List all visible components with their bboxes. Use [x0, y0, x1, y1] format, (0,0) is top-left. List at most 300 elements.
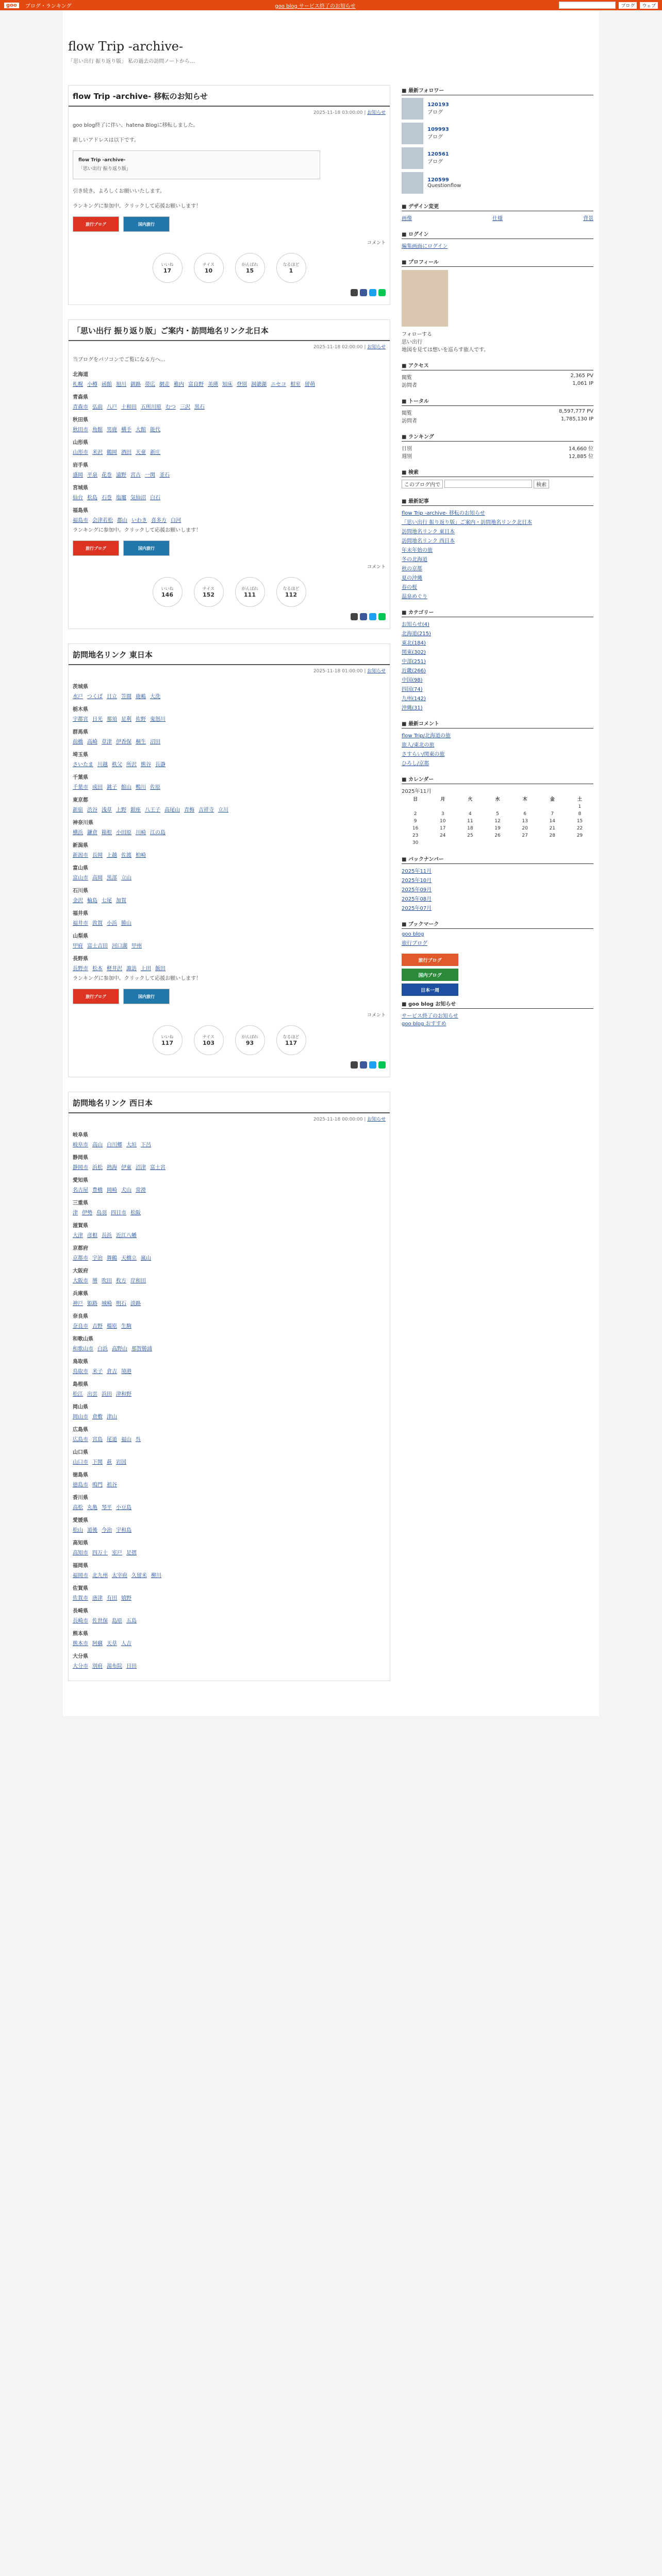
facebook-share-icon[interactable]: [360, 289, 367, 296]
place-link[interactable]: 日光: [92, 717, 103, 723]
place-link[interactable]: 高野山: [112, 1346, 127, 1352]
place-link[interactable]: 那須: [107, 717, 117, 723]
place-link[interactable]: 白石: [150, 495, 160, 501]
place-link[interactable]: 宇治: [92, 1256, 103, 1262]
comment-link[interactable]: コメント: [367, 565, 386, 570]
place-link[interactable]: 生駒: [121, 1324, 131, 1330]
place-link[interactable]: 倉吉: [107, 1369, 117, 1375]
reaction-button[interactable]: [153, 1025, 183, 1055]
goo-logo[interactable]: goo: [4, 3, 19, 8]
place-link[interactable]: 道後: [87, 1528, 97, 1534]
place-link[interactable]: 佐原: [150, 785, 160, 791]
place-link[interactable]: 網走: [159, 382, 170, 388]
place-link[interactable]: 松江: [73, 1392, 83, 1398]
reaction-button[interactable]: [276, 1025, 306, 1055]
place-link[interactable]: 敦賀: [92, 921, 103, 927]
place-link[interactable]: 岸和田: [130, 1278, 146, 1284]
place-link[interactable]: 七尾: [102, 898, 112, 904]
place-link[interactable]: 渋谷: [87, 807, 97, 814]
archive-link[interactable]: 2025年11月: [402, 869, 432, 874]
place-link[interactable]: 岡山市: [73, 1414, 88, 1420]
blog-card-embed[interactable]: [73, 150, 320, 179]
place-link[interactable]: 十和田: [121, 404, 137, 411]
ranking-banner-domestic[interactable]: 国内旅行: [123, 540, 170, 556]
side-ranking-banner[interactable]: 日本一周: [402, 984, 458, 996]
place-link[interactable]: 吹田: [102, 1278, 112, 1284]
place-link[interactable]: 川越: [97, 762, 108, 768]
place-link[interactable]: 常滑: [136, 1188, 146, 1194]
place-link[interactable]: 境港: [121, 1369, 131, 1375]
place-link[interactable]: 美瑛: [208, 382, 218, 388]
place-link[interactable]: 知床: [222, 382, 233, 388]
place-link[interactable]: 洞爺湖: [251, 382, 267, 388]
ranking-banner-travel[interactable]: 旅行ブログ: [73, 216, 119, 232]
place-link[interactable]: 白川郷: [107, 1142, 122, 1148]
search-scope-select[interactable]: このブログ内で: [402, 480, 443, 488]
category-link[interactable]: 九州(142): [402, 696, 426, 702]
place-link[interactable]: 足摺: [126, 1550, 137, 1556]
recent-link[interactable]: 春の桜: [402, 585, 417, 590]
place-link[interactable]: 柏崎: [136, 853, 146, 859]
place-link[interactable]: 釜石: [159, 472, 170, 479]
place-link[interactable]: 広島市: [73, 1437, 88, 1443]
place-link[interactable]: 沼津: [136, 1165, 146, 1171]
calendar-day[interactable]: 27: [522, 833, 528, 838]
place-link[interactable]: 館山: [121, 785, 131, 791]
reaction-button[interactable]: [194, 577, 224, 607]
place-link[interactable]: 枚方: [116, 1278, 126, 1284]
place-link[interactable]: 松島: [87, 495, 97, 501]
place-link[interactable]: 会津若松: [92, 518, 113, 524]
place-link[interactable]: 太宰府: [112, 1573, 127, 1579]
place-link[interactable]: 稚内: [174, 382, 184, 388]
calendar-day[interactable]: 21: [549, 826, 555, 831]
place-link[interactable]: 長崎市: [73, 1618, 88, 1624]
place-link[interactable]: 宮古: [130, 472, 141, 479]
place-link[interactable]: 倉敷: [92, 1414, 103, 1420]
place-link[interactable]: 立山: [121, 875, 131, 882]
place-link[interactable]: 米子: [92, 1369, 103, 1375]
place-link[interactable]: 豊橋: [92, 1188, 103, 1194]
comments-link[interactable]: 旅人/東北の旅: [402, 742, 435, 748]
place-link[interactable]: 徳島市: [73, 1482, 88, 1488]
place-link[interactable]: 有田: [107, 1596, 117, 1602]
reaction-button[interactable]: [194, 1025, 224, 1055]
place-link[interactable]: 津山: [107, 1414, 117, 1420]
place-link[interactable]: 橿原: [107, 1324, 117, 1330]
place-link[interactable]: 天橋立: [121, 1256, 137, 1262]
place-link[interactable]: 角館: [92, 427, 103, 433]
follower-avatar[interactable]: [402, 172, 423, 194]
place-link[interactable]: 大津: [73, 1233, 83, 1239]
place-link[interactable]: 萩: [107, 1460, 112, 1466]
place-link[interactable]: 長岡: [92, 853, 103, 859]
facebook-share-icon[interactable]: [360, 613, 367, 620]
topbar-site-links[interactable]: ブログ・ランキング: [25, 3, 72, 9]
place-link[interactable]: 和歌山市: [73, 1346, 93, 1352]
design-link[interactable]: 画像: [402, 216, 412, 222]
login-link[interactable]: 編集画面にログイン: [402, 244, 448, 249]
line-share-icon[interactable]: [378, 1061, 386, 1069]
place-link[interactable]: 足利: [121, 717, 131, 723]
place-link[interactable]: 浅草: [102, 807, 112, 814]
place-link[interactable]: 松山: [73, 1528, 83, 1534]
place-link[interactable]: 桐生: [136, 739, 146, 745]
place-link[interactable]: 高知市: [73, 1550, 88, 1556]
calendar-day[interactable]: 3: [441, 811, 444, 817]
archive-link[interactable]: 2025年09月: [402, 887, 432, 893]
place-link[interactable]: ニセコ: [271, 382, 286, 388]
place-link[interactable]: 熊谷: [141, 762, 151, 768]
place-link[interactable]: 江の島: [150, 830, 166, 836]
sidebar-search-input[interactable]: [444, 480, 532, 488]
place-link[interactable]: 帯広: [145, 382, 155, 388]
follower-item[interactable]: [402, 147, 593, 169]
place-link[interactable]: 鎌倉: [87, 830, 97, 836]
follower-item[interactable]: [402, 172, 593, 194]
calendar-day[interactable]: 11: [467, 819, 473, 824]
place-link[interactable]: 塩竈: [116, 495, 126, 501]
place-link[interactable]: 五所川原: [141, 404, 161, 411]
place-link[interactable]: 四万十: [92, 1550, 108, 1556]
x-share-icon[interactable]: [351, 613, 358, 620]
reaction-button[interactable]: [235, 1025, 265, 1055]
place-link[interactable]: 尾道: [107, 1437, 117, 1443]
ranking-banner-travel[interactable]: 旅行ブログ: [73, 540, 119, 556]
place-link[interactable]: 金沢: [73, 898, 83, 904]
place-link[interactable]: 福島市: [73, 518, 88, 524]
place-link[interactable]: 嬉野: [121, 1596, 131, 1602]
place-link[interactable]: 沼田: [150, 739, 160, 745]
place-link[interactable]: 淡路: [130, 1301, 141, 1307]
place-link[interactable]: 日立: [107, 694, 117, 700]
place-link[interactable]: 下呂: [141, 1142, 151, 1148]
place-link[interactable]: 青森市: [73, 404, 88, 411]
place-link[interactable]: 甲府: [73, 943, 83, 950]
reaction-button[interactable]: [235, 577, 265, 607]
follower-item[interactable]: [402, 123, 593, 144]
twitter-share-icon[interactable]: [369, 1061, 376, 1069]
calendar-day[interactable]: 26: [494, 833, 501, 838]
place-link[interactable]: 遠野: [116, 472, 126, 479]
place-link[interactable]: 柳川: [151, 1573, 161, 1579]
place-link[interactable]: 郡山: [117, 518, 127, 524]
comments-link[interactable]: ひろし/京都: [402, 761, 429, 767]
topbar-search-input[interactable]: [559, 2, 616, 9]
category-link[interactable]: 北海道(215): [402, 631, 431, 637]
place-link[interactable]: 熊本市: [73, 1641, 88, 1647]
category-link[interactable]: 四国(74): [402, 687, 423, 692]
place-link[interactable]: 釧路: [130, 382, 141, 388]
service-end-notice-link[interactable]: goo blog サービス終了のお知らせ: [275, 3, 356, 9]
follower-name[interactable]: 120193: [427, 102, 449, 108]
archive-link[interactable]: 2025年08月: [402, 896, 432, 902]
calendar-day[interactable]: 5: [496, 811, 499, 817]
ranking-banner-travel[interactable]: 旅行ブログ: [73, 989, 119, 1004]
calendar-day[interactable]: 17: [439, 826, 446, 831]
category-link[interactable]: 沖縄(31): [402, 705, 423, 711]
recent-link[interactable]: 秋の京都: [402, 566, 422, 572]
place-link[interactable]: 水戸: [73, 694, 83, 700]
place-link[interactable]: 島原: [112, 1618, 122, 1624]
place-link[interactable]: 高松: [73, 1505, 83, 1511]
place-link[interactable]: 伊勢: [82, 1210, 92, 1216]
place-link[interactable]: 富士吉田: [87, 943, 108, 950]
archive-link[interactable]: 2025年07月: [402, 906, 432, 911]
category-link[interactable]: 中部(251): [402, 659, 426, 665]
place-link[interactable]: 伊香保: [116, 739, 131, 745]
place-link[interactable]: 白河: [171, 518, 181, 524]
place-link[interactable]: 近江八幡: [116, 1233, 137, 1239]
place-link[interactable]: むつ: [166, 404, 176, 411]
calendar-day[interactable]: 14: [549, 819, 555, 824]
recent-link[interactable]: 訪問地名リンク 東日本: [402, 529, 455, 535]
place-link[interactable]: いわき: [131, 518, 147, 524]
line-share-icon[interactable]: [378, 289, 386, 296]
place-link[interactable]: 花巻: [102, 472, 112, 479]
place-link[interactable]: 八王子: [145, 807, 160, 814]
place-link[interactable]: さいたま: [73, 762, 93, 768]
place-link[interactable]: 新潟市: [73, 853, 88, 859]
place-link[interactable]: 高岡: [92, 875, 103, 882]
recent-link[interactable]: 夏の沖縄: [402, 575, 422, 581]
place-link[interactable]: 留萌: [305, 382, 315, 388]
follower-name[interactable]: 120599: [427, 177, 449, 183]
category-link[interactable]: 関東(302): [402, 650, 426, 655]
place-link[interactable]: 今治: [102, 1528, 112, 1534]
place-link[interactable]: 明石: [116, 1301, 126, 1307]
entry-category-link[interactable]: お知らせ: [367, 669, 386, 674]
calendar-day[interactable]: 22: [576, 826, 583, 831]
calendar-day[interactable]: 12: [494, 819, 501, 824]
follower-avatar[interactable]: [402, 147, 423, 169]
place-link[interactable]: 銀座: [130, 807, 141, 814]
recent-link[interactable]: 年末年始の旅: [402, 548, 433, 553]
bookmark-link[interactable]: goo blog: [402, 931, 424, 937]
place-link[interactable]: 所沢: [126, 762, 137, 768]
recent-link[interactable]: 冬の北海道: [402, 557, 427, 563]
place-link[interactable]: 佐野: [136, 717, 146, 723]
place-link[interactable]: 長野市: [73, 966, 88, 972]
side-ranking-banner[interactable]: 旅行ブログ: [402, 954, 458, 966]
place-link[interactable]: 立川: [218, 807, 228, 814]
place-link[interactable]: 浜松: [92, 1165, 103, 1171]
place-link[interactable]: 登別: [237, 382, 247, 388]
sidebar-search-button[interactable]: 検索: [534, 480, 549, 488]
reaction-button[interactable]: [276, 253, 306, 283]
place-link[interactable]: 富良野: [188, 382, 204, 388]
place-link[interactable]: 吉祥寺: [198, 807, 214, 814]
place-link[interactable]: 大垣: [126, 1142, 137, 1148]
place-link[interactable]: 富山市: [73, 875, 88, 882]
place-link[interactable]: 鶴岡: [107, 450, 117, 456]
recent-link[interactable]: 「思い出行 振り返り版」ご案内・訪問地名リンク北日本: [402, 520, 532, 526]
place-link[interactable]: 大洗: [150, 694, 160, 700]
place-link[interactable]: 下関: [92, 1460, 103, 1466]
archive-link[interactable]: 2025年10月: [402, 878, 432, 884]
follower-avatar[interactable]: [402, 123, 423, 144]
entry-category-link[interactable]: お知らせ: [367, 1117, 386, 1123]
place-link[interactable]: 根室: [290, 382, 301, 388]
place-link[interactable]: 前橋: [73, 739, 83, 745]
place-link[interactable]: 上野: [116, 807, 126, 814]
place-link[interactable]: 高崎: [87, 739, 97, 745]
place-link[interactable]: 四日市: [111, 1210, 126, 1216]
profile-name[interactable]: 思い出行: [402, 340, 422, 345]
place-link[interactable]: 津和野: [116, 1392, 131, 1398]
place-link[interactable]: 高尾山: [164, 807, 180, 814]
calendar-day[interactable]: 4: [468, 811, 472, 817]
comment-link[interactable]: コメント: [367, 241, 386, 246]
place-link[interactable]: 諏訪: [126, 966, 137, 972]
x-share-icon[interactable]: [351, 1061, 358, 1069]
place-link[interactable]: 黒石: [194, 404, 205, 411]
place-link[interactable]: 白浜: [97, 1346, 108, 1352]
place-link[interactable]: 弘前: [92, 404, 103, 411]
place-link[interactable]: 勝山: [121, 921, 131, 927]
calendar-day[interactable]: 19: [494, 826, 501, 831]
goo-notice-link[interactable]: goo blog おすすめ: [402, 1021, 446, 1027]
category-link[interactable]: 東北(184): [402, 640, 426, 646]
twitter-share-icon[interactable]: [369, 613, 376, 620]
place-link[interactable]: 鴨川: [136, 785, 146, 791]
place-link[interactable]: 五島: [126, 1618, 137, 1624]
place-link[interactable]: 笠間: [121, 694, 131, 700]
place-link[interactable]: 奈良市: [73, 1324, 88, 1330]
place-link[interactable]: つくば: [87, 694, 103, 700]
comment-link[interactable]: コメント: [367, 1013, 386, 1019]
place-link[interactable]: 上田: [141, 966, 151, 972]
place-link[interactable]: 犬山: [121, 1188, 131, 1194]
place-link[interactable]: 横浜: [73, 830, 83, 836]
place-link[interactable]: 丸亀: [87, 1505, 97, 1511]
reaction-button[interactable]: [276, 577, 306, 607]
comments-link[interactable]: flow Trip/北海道の旅: [402, 733, 451, 739]
place-link[interactable]: 大阪市: [73, 1278, 88, 1284]
category-link[interactable]: お知らせ(4): [402, 622, 429, 628]
place-link[interactable]: 湯布院: [107, 1664, 122, 1670]
entry-title[interactable]: 「思い出行 振り返り版」ご案内・訪問地名リンク北日本: [69, 320, 390, 341]
calendar-day[interactable]: 1: [578, 804, 582, 809]
calendar-day[interactable]: 24: [439, 833, 446, 838]
reaction-button[interactable]: [153, 253, 183, 283]
place-link[interactable]: 舞鶴: [107, 1256, 117, 1262]
place-link[interactable]: 加賀: [116, 898, 126, 904]
twitter-share-icon[interactable]: [369, 289, 376, 296]
place-link[interactable]: 秩父: [112, 762, 122, 768]
place-link[interactable]: 琴平: [102, 1505, 112, 1511]
calendar-day[interactable]: 23: [412, 833, 419, 838]
calendar-day[interactable]: 15: [576, 819, 583, 824]
place-link[interactable]: 横手: [121, 427, 131, 433]
category-link[interactable]: 中国(98): [402, 677, 423, 683]
place-link[interactable]: 秋田市: [73, 427, 88, 433]
search-blog-button[interactable]: ブログ: [619, 2, 637, 9]
reaction-button[interactable]: [153, 577, 183, 607]
place-link[interactable]: 新庄: [150, 450, 160, 456]
place-link[interactable]: 天草: [107, 1641, 117, 1647]
search-web-button[interactable]: ウェブ: [640, 2, 658, 9]
place-link[interactable]: 山形市: [73, 450, 88, 456]
place-link[interactable]: 酒田: [121, 450, 131, 456]
x-share-icon[interactable]: [351, 289, 358, 296]
place-link[interactable]: 宮島: [92, 1437, 103, 1443]
place-link[interactable]: 長瀞: [155, 762, 166, 768]
place-link[interactable]: 函館: [102, 382, 112, 388]
place-link[interactable]: 富士宮: [150, 1165, 166, 1171]
calendar-day[interactable]: 20: [522, 826, 528, 831]
calendar-day[interactable]: 13: [522, 819, 528, 824]
place-link[interactable]: 福岡市: [73, 1573, 88, 1579]
entry-category-link[interactable]: お知らせ: [367, 345, 386, 350]
place-link[interactable]: 旭川: [116, 382, 126, 388]
line-share-icon[interactable]: [378, 613, 386, 620]
place-link[interactable]: 小樽: [87, 382, 97, 388]
place-link[interactable]: 松本: [92, 966, 103, 972]
follower-name[interactable]: 109993: [427, 127, 449, 132]
place-link[interactable]: 伊東: [121, 1165, 131, 1171]
place-link[interactable]: 室戸: [112, 1550, 122, 1556]
place-link[interactable]: 大館: [136, 427, 146, 433]
place-link[interactable]: 飯田: [155, 966, 166, 972]
place-link[interactable]: 福井市: [73, 921, 88, 927]
place-link[interactable]: 仙台: [73, 495, 83, 501]
recent-link[interactable]: flow Trip -archive- 移転のお知らせ: [402, 511, 485, 516]
place-link[interactable]: 三沢: [180, 404, 190, 411]
goo-notice-link[interactable]: サービス終了のお知らせ: [402, 1013, 458, 1019]
reaction-button[interactable]: [194, 253, 224, 283]
place-link[interactable]: 甲州: [131, 943, 142, 950]
place-link[interactable]: 名古屋: [73, 1188, 88, 1194]
place-link[interactable]: 宇和島: [116, 1528, 131, 1534]
place-link[interactable]: 小浜: [107, 921, 117, 927]
place-link[interactable]: 佐世保: [92, 1618, 108, 1624]
place-link[interactable]: 那智勝浦: [131, 1346, 152, 1352]
place-link[interactable]: 輪島: [87, 898, 97, 904]
entry-title[interactable]: flow Trip -archive- 移転のお知らせ: [69, 86, 390, 107]
place-link[interactable]: 気仙沼: [130, 495, 146, 501]
place-link[interactable]: 川崎: [136, 830, 146, 836]
place-link[interactable]: 静岡市: [73, 1165, 88, 1171]
place-link[interactable]: 米沢: [92, 450, 103, 456]
place-link[interactable]: 盛岡: [73, 472, 83, 479]
place-link[interactable]: 唐津: [92, 1596, 103, 1602]
calendar-day[interactable]: 30: [412, 840, 419, 845]
facebook-share-icon[interactable]: [360, 1061, 367, 1069]
place-link[interactable]: 吉野: [92, 1324, 103, 1330]
place-link[interactable]: 男鹿: [107, 427, 117, 433]
place-link[interactable]: 小豆島: [116, 1505, 131, 1511]
place-link[interactable]: 札幌: [73, 382, 83, 388]
place-link[interactable]: 天童: [136, 450, 146, 456]
follower-avatar[interactable]: [402, 98, 423, 120]
place-link[interactable]: 宇都宮: [73, 717, 88, 723]
place-link[interactable]: 箱根: [102, 830, 112, 836]
design-link[interactable]: 背景: [583, 216, 593, 222]
place-link[interactable]: 一関: [145, 472, 155, 479]
entry-title[interactable]: 訪問地名リンク 東日本: [69, 644, 390, 665]
place-link[interactable]: 岐阜市: [73, 1142, 88, 1148]
follow-button[interactable]: フォローする: [402, 332, 432, 337]
place-link[interactable]: 津: [73, 1210, 78, 1216]
place-link[interactable]: 上越: [107, 853, 117, 859]
place-link[interactable]: 浜田: [102, 1392, 112, 1398]
recent-link[interactable]: 温泉めぐり: [402, 594, 427, 600]
bookmark-link[interactable]: 旅行ブログ: [402, 941, 427, 946]
place-link[interactable]: 平泉: [87, 472, 97, 479]
place-link[interactable]: 高山: [92, 1142, 103, 1148]
design-link[interactable]: 仕様: [492, 216, 503, 222]
